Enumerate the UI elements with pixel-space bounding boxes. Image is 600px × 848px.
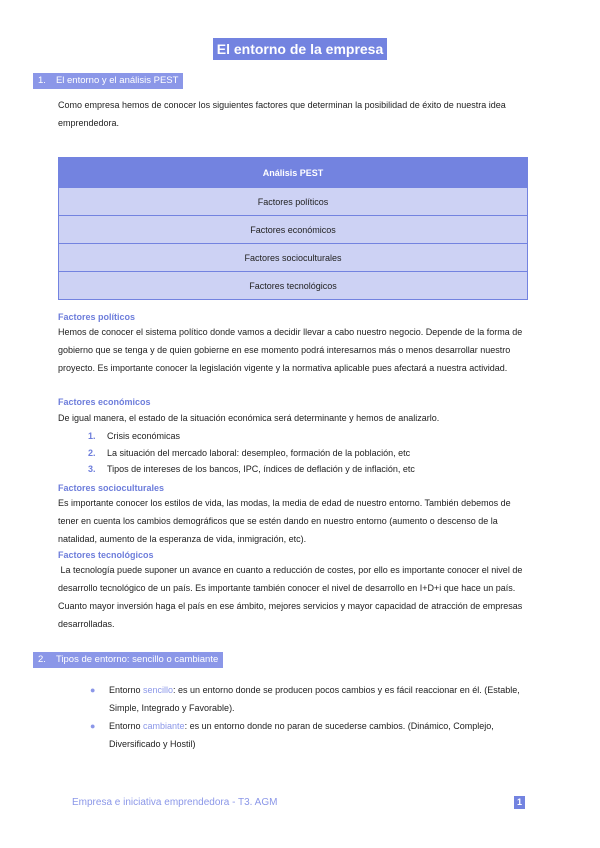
footer-text: Empresa e iniciativa emprendedora - T3. AGM xyxy=(72,797,278,808)
economicos-list xyxy=(88,428,415,478)
section-1-number: 1. xyxy=(38,75,46,86)
list-item xyxy=(88,461,415,478)
list-item-text: Tipos de intereses de los bancos, IPC, índices de deflación y de inflación, etc xyxy=(107,464,415,474)
list-item xyxy=(88,428,415,445)
term-sencillo: sencillo xyxy=(143,685,174,695)
bullet-icon: ● xyxy=(90,685,96,695)
list-item xyxy=(90,718,530,753)
tecnologicos-heading: Factores tecnológicos xyxy=(58,550,154,560)
bullet-icon: ● xyxy=(90,721,96,731)
list-number: 3. xyxy=(88,464,96,474)
economicos-heading: Factores económicos xyxy=(58,397,151,407)
socioculturales-text: Es importante conocer los estilos de vida, las modas, la media de edad de nuestro entorno. También debemos de tener en cuenta los cambios demográficos que se estén dando en nuestro entorno (aumento o descenso de la natalidad, aumento de la esperanza de vida, inmigración, etc). xyxy=(58,498,511,544)
pest-row-tecnologicos: Factores tecnológicos xyxy=(59,272,528,300)
tecnologicos-text: La tecnología puede suponer un avance en cuanto a reducción de costes, por ello es importante conocer el nivel de desarrollo tecnológico de un país. Es importante también conocer el nivel de desarrollo en I+D+i que hace un país. Cuanto mayor inversión haga el país en ese ámbito, mejores servicios y mayor capacidad de atracción de empresas desarrolladas. xyxy=(58,565,525,629)
politicos-heading: Factores políticos xyxy=(58,312,136,322)
section-2-number: 2. xyxy=(38,654,46,665)
list-number: 1. xyxy=(88,431,96,441)
page-number: 1 xyxy=(514,796,525,809)
pest-row-politicos: Factores políticos xyxy=(59,188,528,216)
document-title: El entorno de la empresa xyxy=(213,38,388,60)
economicos-text: De igual manera, el estado de la situación económica será determinante y hemos de analizarlo. xyxy=(58,413,440,423)
list-number: 2. xyxy=(88,447,96,458)
item-prefix: Entorno xyxy=(109,721,144,731)
term-cambiante: cambiante xyxy=(143,721,185,731)
politicos-text: Hemos de conocer el sistema político donde vamos a decidir llevar a cabo nuestro negocio. Depende de la forma de gobierno que se tenga y de quien gobierne en ese momento podrá interesarnos más o menos desarrollar nuestro proyecto. Es importante conocer la legislación vigente y la normativa aplicable pues afectará a nuestra actividad. xyxy=(58,327,523,373)
section-2-heading xyxy=(33,652,223,668)
tipos-entorno-list xyxy=(90,682,530,754)
item-description: : es un entorno donde se producen pocos cambios y es fácil reaccionar en él. (Estable, Simple, Integrado y Favorable). xyxy=(109,685,520,713)
section-1-heading xyxy=(33,73,183,89)
pest-row-economicos: Factores económicos xyxy=(59,216,528,244)
item-description: : es un entorno donde no paran de sucederse cambios. (Dinámico, Complejo, Diversificado y Hostil) xyxy=(109,721,494,749)
section-1-intro: Como empresa hemos de conocer los siguientes factores que determinan la posibilidad de éxito de nuestra idea emprendedora. xyxy=(58,100,506,128)
list-item xyxy=(90,682,530,717)
pest-table xyxy=(58,157,528,300)
list-item-text: Crisis económicas xyxy=(107,431,181,441)
socioculturales-heading: Factores socioculturales xyxy=(58,483,165,493)
section-1-title: El entorno y el análisis PEST xyxy=(55,75,179,86)
pest-table-header: Análisis PEST xyxy=(59,158,528,188)
pest-row-socioculturales: Factores socioculturales xyxy=(59,244,528,272)
section-2-title: Tipos de entorno: sencillo o cambiante xyxy=(55,654,219,665)
item-prefix: Entorno xyxy=(109,685,144,695)
list-item-text: La situación del mercado laboral: desempleo, formación de la población, etc xyxy=(107,447,411,458)
list-item xyxy=(88,445,415,462)
